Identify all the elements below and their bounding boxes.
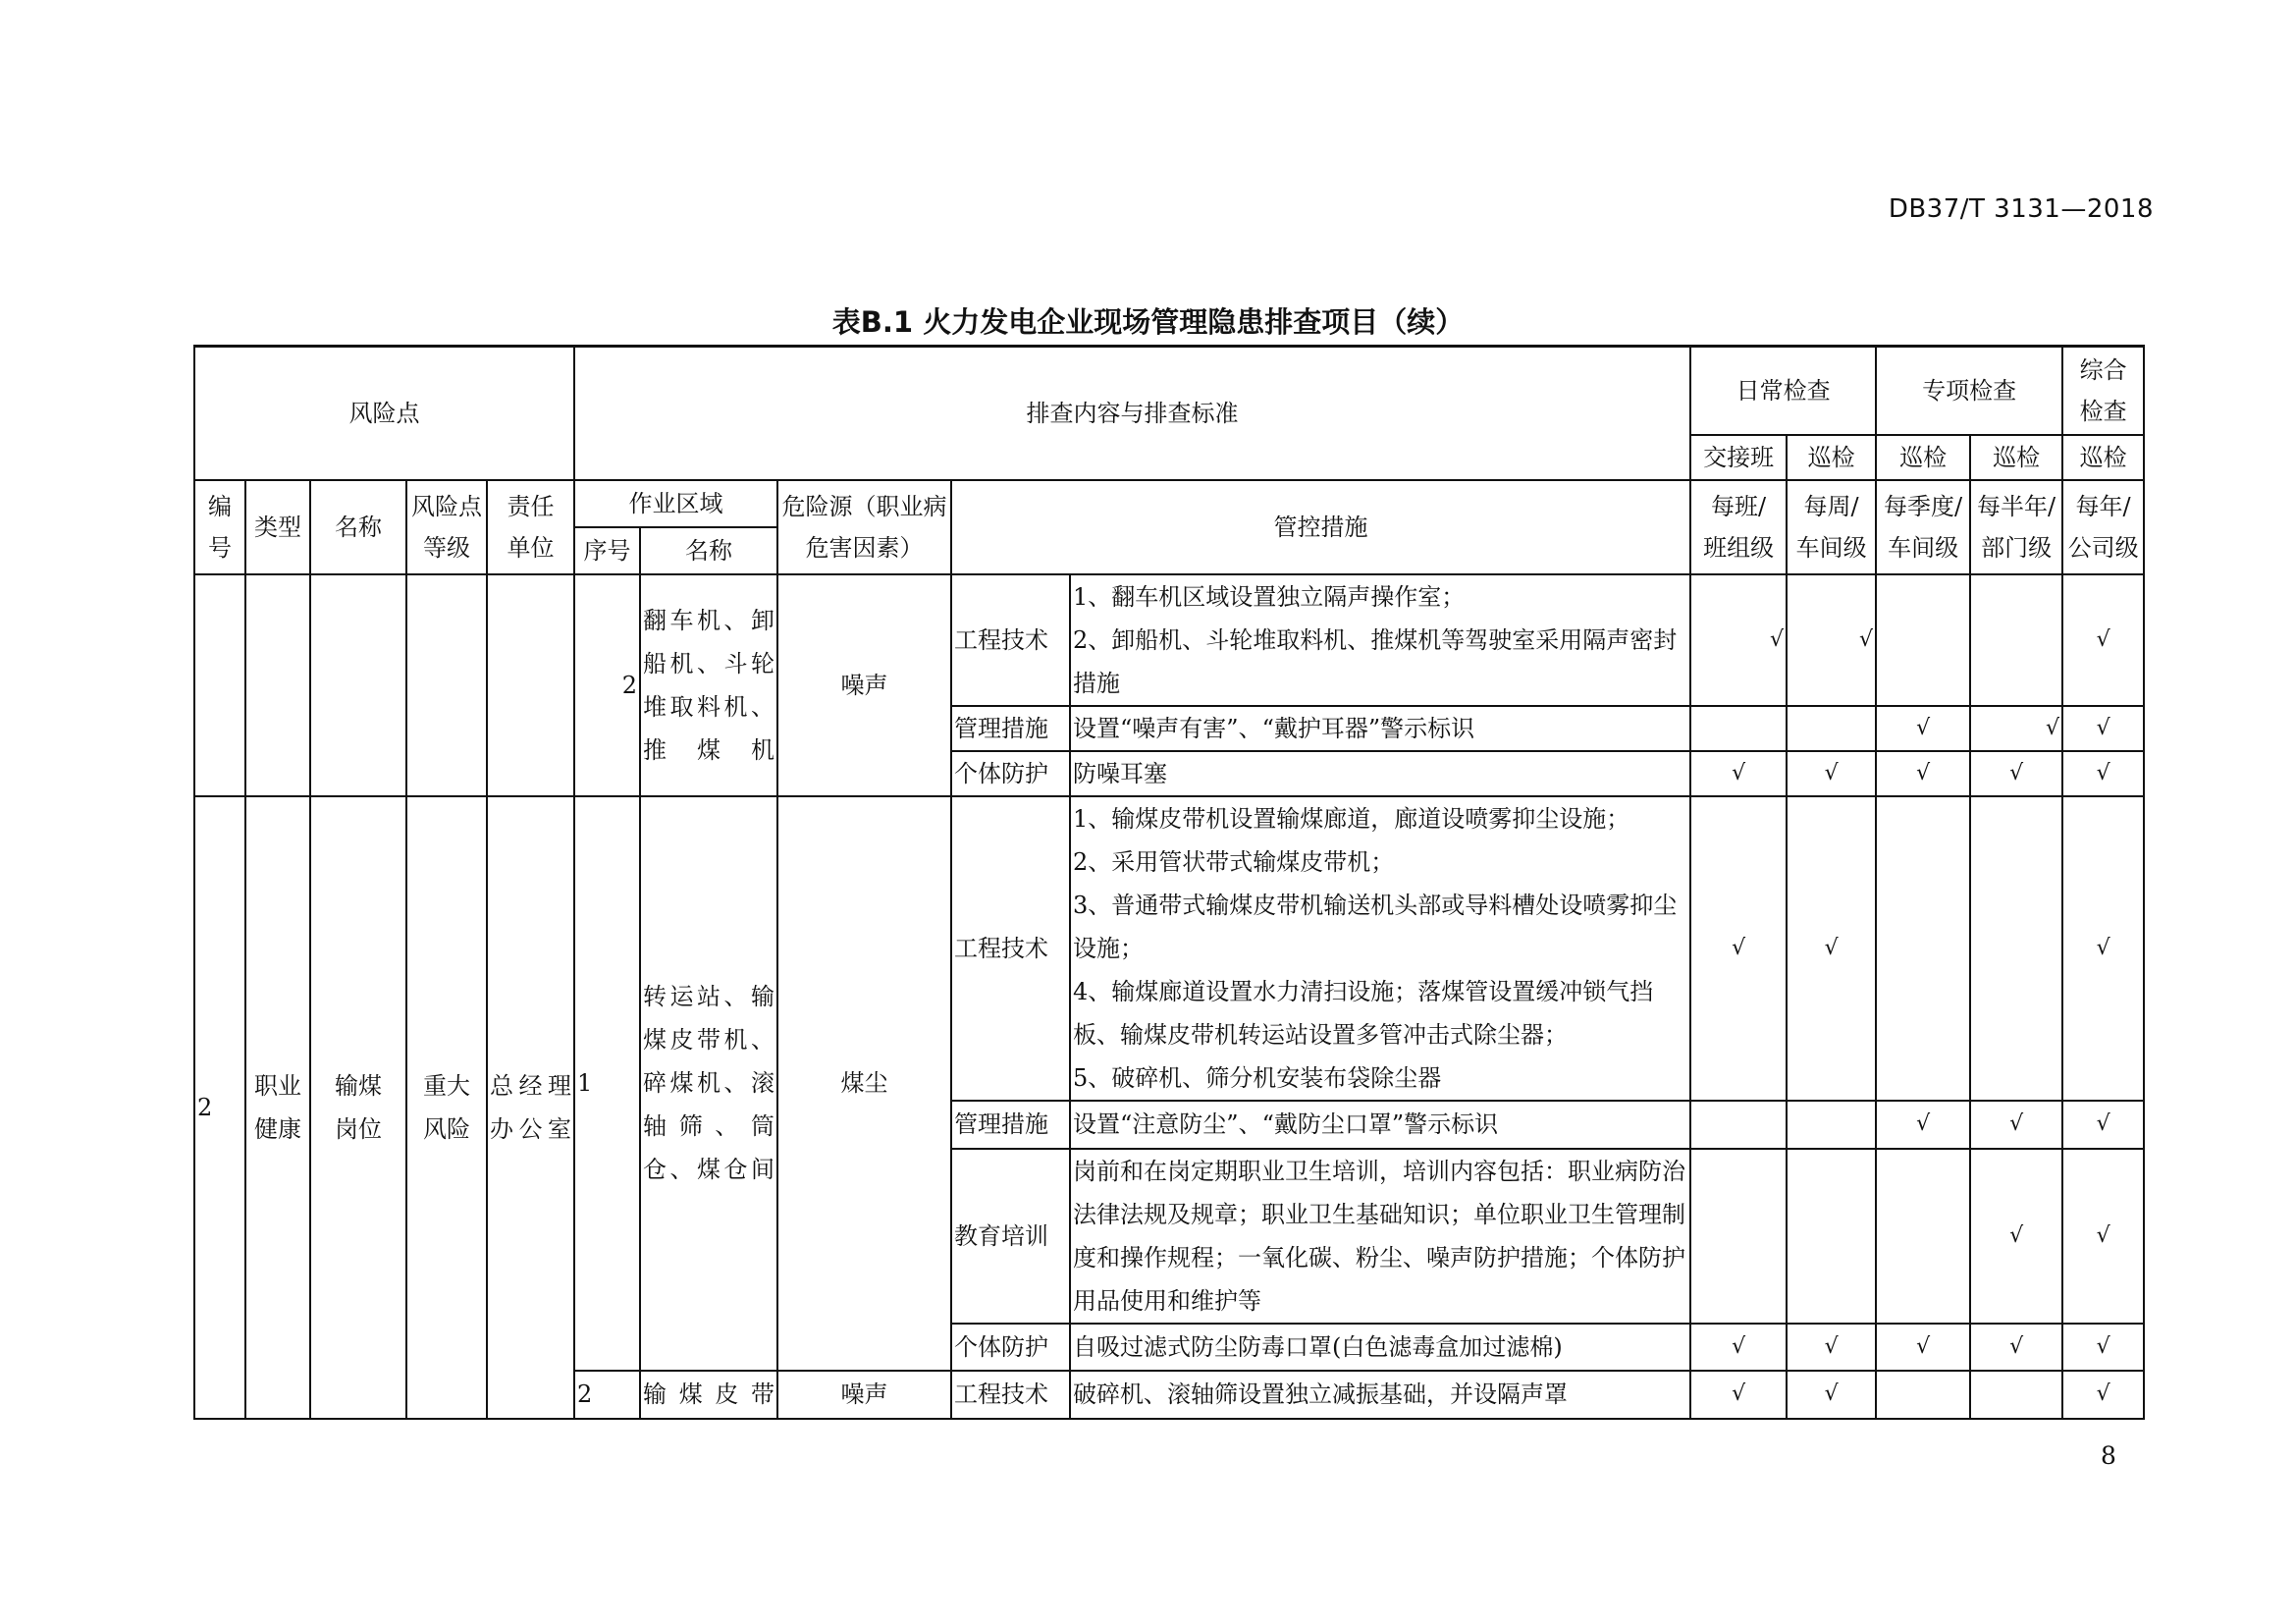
responsible-unit-cell: 总经理办公室 [487,796,574,1419]
shift-handover-header: 交接班 [1690,435,1787,480]
seq-cell: 2 [574,1371,640,1419]
frequency-header: 每班/ 班组级 [1690,480,1787,574]
check-mark: √ [1876,706,1970,751]
check-mark: √ [2062,1371,2144,1419]
check-mark: √ [1970,1324,2062,1371]
cell-empty [245,574,310,796]
check-mark: √ [1787,1324,1876,1371]
check-mark: √ [1787,751,1876,796]
work-area-cell: 翻车机、卸船机、斗轮堆取料机、推煤机 [640,574,777,796]
document-code: DB37/T 3131—2018 [1888,194,2154,224]
check-mark: √ [1690,796,1787,1101]
measure-type-cell: 教育培训 [951,1149,1070,1324]
frequency-header: 每年/ 公司级 [2062,480,2144,574]
cell-empty [406,574,487,796]
measure-type-cell: 工程技术 [951,1371,1070,1419]
col-type-header: 类型 [245,480,310,574]
cell-empty [1876,574,1970,706]
col-level-header: 风险点 等级 [406,480,487,574]
check-mark: √ [1690,1324,1787,1371]
special-check-header: 专项检查 [1876,347,2062,435]
col-name-header: 名称 [310,480,406,574]
patrol-header: 巡检 [1876,435,1970,480]
measure-text-cell: 1、翻车机区域设置独立隔声操作室； 2、卸船机、斗轮堆取料机、推煤机等驾驶室采用隔声密封措施 [1070,574,1690,706]
col-no-header: 编 号 [194,480,245,574]
check-mark: √ [1876,1101,1970,1149]
check-mark: √ [1970,751,2062,796]
cell-empty [487,574,574,796]
hazard-cell: 煤尘 [777,796,951,1371]
check-mark: √ [2062,796,2144,1101]
check-mark: √ [2062,574,2144,706]
check-mark: √ [2062,1149,2144,1324]
check-mark: √ [1876,1324,1970,1371]
patrol-header: 巡检 [1787,435,1876,480]
hazard-header: 危险源（职业病 危害因素） [777,480,951,574]
measure-type-cell: 工程技术 [951,796,1070,1101]
risk-point-header: 风险点 [194,347,574,480]
cell-empty [1876,1149,1970,1324]
measure-text-cell: 设置“噪声有害”、“戴护耳器”警示标识 [1070,706,1690,751]
check-mark: √ [1787,1371,1876,1419]
cell-empty [1970,796,2062,1101]
frequency-header: 每周/ 车间级 [1787,480,1876,574]
frequency-header: 每季度/ 车间级 [1876,480,1970,574]
comprehensive-check-header: 综合 检查 [2062,347,2144,435]
risk-level-cell: 重大 风险 [406,796,487,1419]
col-unit-header: 责任 单位 [487,480,574,574]
daily-check-header: 日常检查 [1690,347,1876,435]
page-number: 8 [2101,1441,2116,1470]
measure-type-cell: 管理措施 [951,1101,1070,1149]
table-title: 表B.1 火力发电企业现场管理隐患排查项目（续） [831,305,1465,339]
work-area-header: 作业区域 [574,480,777,527]
patrol-header: 巡检 [2062,435,2144,480]
cell-empty [1690,706,1787,751]
measure-type-cell: 工程技术 [951,574,1070,706]
area-name-header: 名称 [640,527,777,574]
frequency-header: 每半年/ 部门级 [1970,480,2062,574]
measure-text-cell: 防噪耳塞 [1070,751,1690,796]
check-mark: √ [1970,1149,2062,1324]
hazard-cell: 噪声 [777,1371,951,1419]
check-mark: √ [2062,1101,2144,1149]
cell-empty [1970,1371,2062,1419]
patrol-header: 巡检 [1970,435,2062,480]
control-measures-header: 管控措施 [951,480,1690,574]
check-mark: √ [1787,796,1876,1101]
check-mark: √ [1690,574,1787,706]
check-mark: √ [2062,1324,2144,1371]
risk-name-cell: 输煤 岗位 [310,796,406,1419]
measure-text-cell: 破碎机、滚轴筛设置独立减振基础，并设隔声罩 [1070,1371,1690,1419]
measure-text-cell: 岗前和在岗定期职业卫生培训，培训内容包括：职业病防治法律法规及规章；职业卫生基础知识；单位职业卫生管理制度和操作规程；一氧化碳、粉尘、噪声防护措施；个体防护用品使用和维护等 [1070,1149,1690,1324]
measure-text-cell: 自吸过滤式防尘防毒口罩(白色滤毒盒加过滤棉) [1070,1324,1690,1371]
risk-no-cell: 2 [194,796,245,1419]
cell-empty [1787,1149,1876,1324]
measure-type-cell: 个体防护 [951,751,1070,796]
seq-header: 序号 [574,527,640,574]
cell-empty [1970,574,2062,706]
measure-text-cell: 设置“注意防尘”、“戴防尘口罩”警示标识 [1070,1101,1690,1149]
cell-empty [194,574,245,796]
check-mark: √ [2062,751,2144,796]
cell-empty [1690,1101,1787,1149]
cell-empty [310,574,406,796]
risk-type-cell: 职业 健康 [245,796,310,1419]
cell-empty [1787,706,1876,751]
check-mark: √ [1690,1371,1787,1419]
work-area-cell: 转运站、输煤皮带机、碎煤机、滚轴筛、筒仓、煤仓间 [640,796,777,1371]
seq-cell: 1 [574,796,640,1371]
check-mark: √ [1787,574,1876,706]
cell-empty [1787,1101,1876,1149]
check-mark: √ [1690,751,1787,796]
hazard-cell: 噪声 [777,574,951,796]
cell-empty [1876,1371,1970,1419]
work-area-cell: 输煤皮带 [640,1371,777,1419]
check-mark: √ [1876,751,1970,796]
hazard-inspection-table [193,345,2145,1420]
inspection-content-header: 排查内容与排查标准 [574,347,1690,480]
measure-type-cell: 个体防护 [951,1324,1070,1371]
measure-type-cell: 管理措施 [951,706,1070,751]
cell-empty [1690,1149,1787,1324]
check-mark: √ [2062,706,2144,751]
cell-empty [1876,796,1970,1101]
check-mark: √ [1970,1101,2062,1149]
seq-cell: 2 [574,574,640,796]
check-mark: √ [1970,706,2062,751]
measure-text-cell: 1、输煤皮带机设置输煤廊道，廊道设喷雾抑尘设施； 2、采用管状带式输煤皮带机； 3、普通带式输煤皮带机输送机头部或导料槽处设喷雾抑尘设施； 4、输煤廊道设置水力清扫设施；落煤管设置缓冲锁气挡板、输煤皮带机转运站设置多管冲击式除尘器； 5、破碎机、筛分机安装布袋除尘器 [1070,796,1690,1101]
